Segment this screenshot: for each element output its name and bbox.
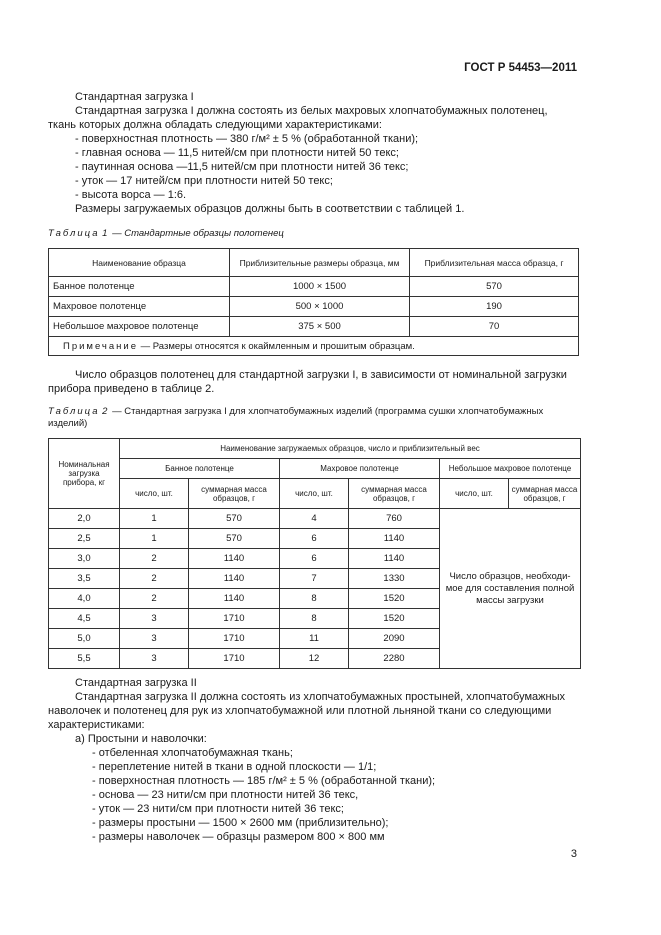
list-item: - основа — 23 нити/см при плотности нитей 36 текс, bbox=[92, 789, 359, 801]
list-item: - главная основа — 11,5 нитей/см при плотности нитей 50 текс; bbox=[75, 147, 399, 159]
th-mass: Приблизительная масса образца, г bbox=[410, 249, 579, 277]
table-row bbox=[49, 317, 579, 337]
table-row bbox=[49, 297, 579, 317]
note-text: — Размеры относятся к окаймленным и прошитым образцам. bbox=[140, 340, 415, 352]
cell: 1 bbox=[120, 509, 189, 529]
cell: 70 bbox=[410, 317, 579, 337]
caption-num: 1 bbox=[102, 228, 110, 239]
cell: Небольшое махровое полотенце bbox=[49, 317, 230, 337]
table1-caption bbox=[48, 228, 577, 240]
standard-number: ГОСТ Р 54453—2011 bbox=[464, 62, 577, 74]
merged-cell: Число образцов, необходи-мое для составления полной массы загрузки bbox=[440, 509, 581, 669]
cell: 2 bbox=[120, 569, 189, 589]
cell: 3,0 bbox=[49, 549, 120, 569]
caption-label: Таблица bbox=[48, 406, 100, 417]
cell: 8 bbox=[280, 609, 349, 629]
section1-intro: Стандартная загрузка I должна состоять из белых махровых хлопчатобумажных полотенец, ткань которых должна обладать следующими характеристиками: bbox=[48, 105, 548, 131]
sub-heading: а) Простыни и наволочки: bbox=[75, 733, 207, 745]
caption-num: 2 bbox=[102, 406, 110, 417]
table1 bbox=[48, 248, 579, 356]
th-name: Наименование образца bbox=[49, 249, 230, 277]
cell: Махровое полотенце bbox=[49, 297, 230, 317]
cell: 5,5 bbox=[49, 649, 120, 669]
list-item: - паутинная основа —11,5 нитей/см при плотности нитей 36 текс; bbox=[75, 161, 409, 173]
table-note-row bbox=[49, 337, 579, 356]
th-bath: Банное полотенце bbox=[120, 459, 280, 479]
cell: 4 bbox=[280, 509, 349, 529]
cell: 3,5 bbox=[49, 569, 120, 589]
cell: 570 bbox=[189, 509, 280, 529]
cell: 6 bbox=[280, 549, 349, 569]
cell: 3 bbox=[120, 609, 189, 629]
th-nominal: Номинальная загрузка прибора, кг bbox=[49, 439, 120, 509]
table-header-row bbox=[49, 479, 581, 509]
caption-label: Таблица bbox=[48, 228, 100, 239]
cell: 1140 bbox=[189, 549, 280, 569]
cell: 570 bbox=[189, 529, 280, 549]
table-header-row bbox=[49, 439, 581, 459]
cell: 2280 bbox=[349, 649, 440, 669]
cell: Банное полотенце bbox=[49, 277, 230, 297]
cell: 1710 bbox=[189, 609, 280, 629]
caption-title: — Стандартные образцы полотенец bbox=[112, 228, 284, 239]
list-item: - отбеленная хлопчатобумажная ткань; bbox=[92, 747, 293, 759]
th-mass: суммарная масса образцов, г bbox=[189, 479, 280, 509]
list-item: - высота ворса — 1:6. bbox=[75, 189, 187, 201]
cell: 3 bbox=[120, 629, 189, 649]
cell: 1000 × 1500 bbox=[230, 277, 410, 297]
cell: 500 × 1000 bbox=[230, 297, 410, 317]
table2-caption bbox=[48, 406, 577, 430]
cell: 8 bbox=[280, 589, 349, 609]
cell: 760 bbox=[349, 509, 440, 529]
th-size: Приблизительные размеры образца, мм bbox=[230, 249, 410, 277]
list-item: - уток — 23 нити/см при плотности нитей 36 текс; bbox=[92, 803, 344, 815]
section1-title: Стандартная загрузка I bbox=[75, 91, 194, 103]
cell: 4,5 bbox=[49, 609, 120, 629]
page-number: 3 bbox=[570, 848, 577, 860]
cell: 375 × 500 bbox=[230, 317, 410, 337]
list-item: - уток — 17 нитей/см при плотности нитей 50 текс; bbox=[75, 175, 333, 187]
cell: 1140 bbox=[349, 529, 440, 549]
caption-title: — Стандартная загрузка I для хлопчатобумажных изделий (программа сушки хлопчатобумажных изделий) bbox=[48, 406, 544, 429]
cell: 1330 bbox=[349, 569, 440, 589]
note-label: Примечание bbox=[63, 340, 138, 352]
list-item: - поверхностная плотность — 185 г/м² ± 5 % (обработанной ткани); bbox=[92, 775, 436, 787]
cell: 4,0 bbox=[49, 589, 120, 609]
sizes-text: Размеры загружаемых образцов должны быть в соответствии с таблицей 1. bbox=[75, 203, 465, 215]
cell: 2,0 bbox=[49, 509, 120, 529]
th-terry: Махровое полотенце bbox=[280, 459, 440, 479]
cell: 1710 bbox=[189, 649, 280, 669]
cell: 2 bbox=[120, 549, 189, 569]
cell: 6 bbox=[280, 529, 349, 549]
list-item: - переплетение нитей в ткани в одной плоскости — 1/1; bbox=[92, 761, 377, 773]
cell: 2,5 bbox=[49, 529, 120, 549]
cell: 12 bbox=[280, 649, 349, 669]
cell: 1710 bbox=[189, 629, 280, 649]
para2: Число образцов полотенец для стандартной загрузки I, в зависимости от номинальной загрузки прибора приведено в таблице 2. bbox=[48, 369, 567, 395]
cell: 570 bbox=[410, 277, 579, 297]
table-header-row bbox=[49, 249, 579, 277]
cell: 1140 bbox=[189, 569, 280, 589]
cell: 11 bbox=[280, 629, 349, 649]
cell: 2090 bbox=[349, 629, 440, 649]
th-group: Наименование загружаемых образцов, число и приблизительный вес bbox=[120, 439, 581, 459]
table-note bbox=[49, 337, 579, 356]
th-count: число, шт. bbox=[440, 479, 509, 509]
cell: 190 bbox=[410, 297, 579, 317]
section2-title: Стандартная загрузка II bbox=[75, 677, 197, 689]
th-mass: суммарная масса образцов, г bbox=[509, 479, 581, 509]
list-item: - размеры наволочек — образцы размером 800 × 800 мм bbox=[92, 831, 385, 843]
table-header-row bbox=[49, 459, 581, 479]
cell: 5,0 bbox=[49, 629, 120, 649]
list-item: - поверхностная плотность — 380 г/м² ± 5 % (обработанной ткани); bbox=[75, 133, 419, 145]
table-row bbox=[49, 509, 581, 529]
list-item: - размеры простыни — 1500 × 2600 мм (приблизительно); bbox=[92, 817, 389, 829]
table-row bbox=[49, 277, 579, 297]
cell: 1 bbox=[120, 529, 189, 549]
cell: 3 bbox=[120, 649, 189, 669]
cell: 2 bbox=[120, 589, 189, 609]
section2-intro: Стандартная загрузка II должна состоять из хлопчатобумажных простыней, хлопчатобумажных наволочек и полотенец для рук из хлопчатобумажной или плотной льняной ткани со следующими характеристиками: bbox=[48, 691, 565, 731]
th-small: Небольшое махровое полотенце bbox=[440, 459, 581, 479]
th-count: число, шт. bbox=[280, 479, 349, 509]
th-mass: суммарная масса образцов, г bbox=[349, 479, 440, 509]
cell: 1140 bbox=[189, 589, 280, 609]
table2 bbox=[48, 438, 581, 669]
th-count: число, шт. bbox=[120, 479, 189, 509]
cell: 1520 bbox=[349, 589, 440, 609]
cell: 7 bbox=[280, 569, 349, 589]
cell: 1140 bbox=[349, 549, 440, 569]
cell: 1520 bbox=[349, 609, 440, 629]
